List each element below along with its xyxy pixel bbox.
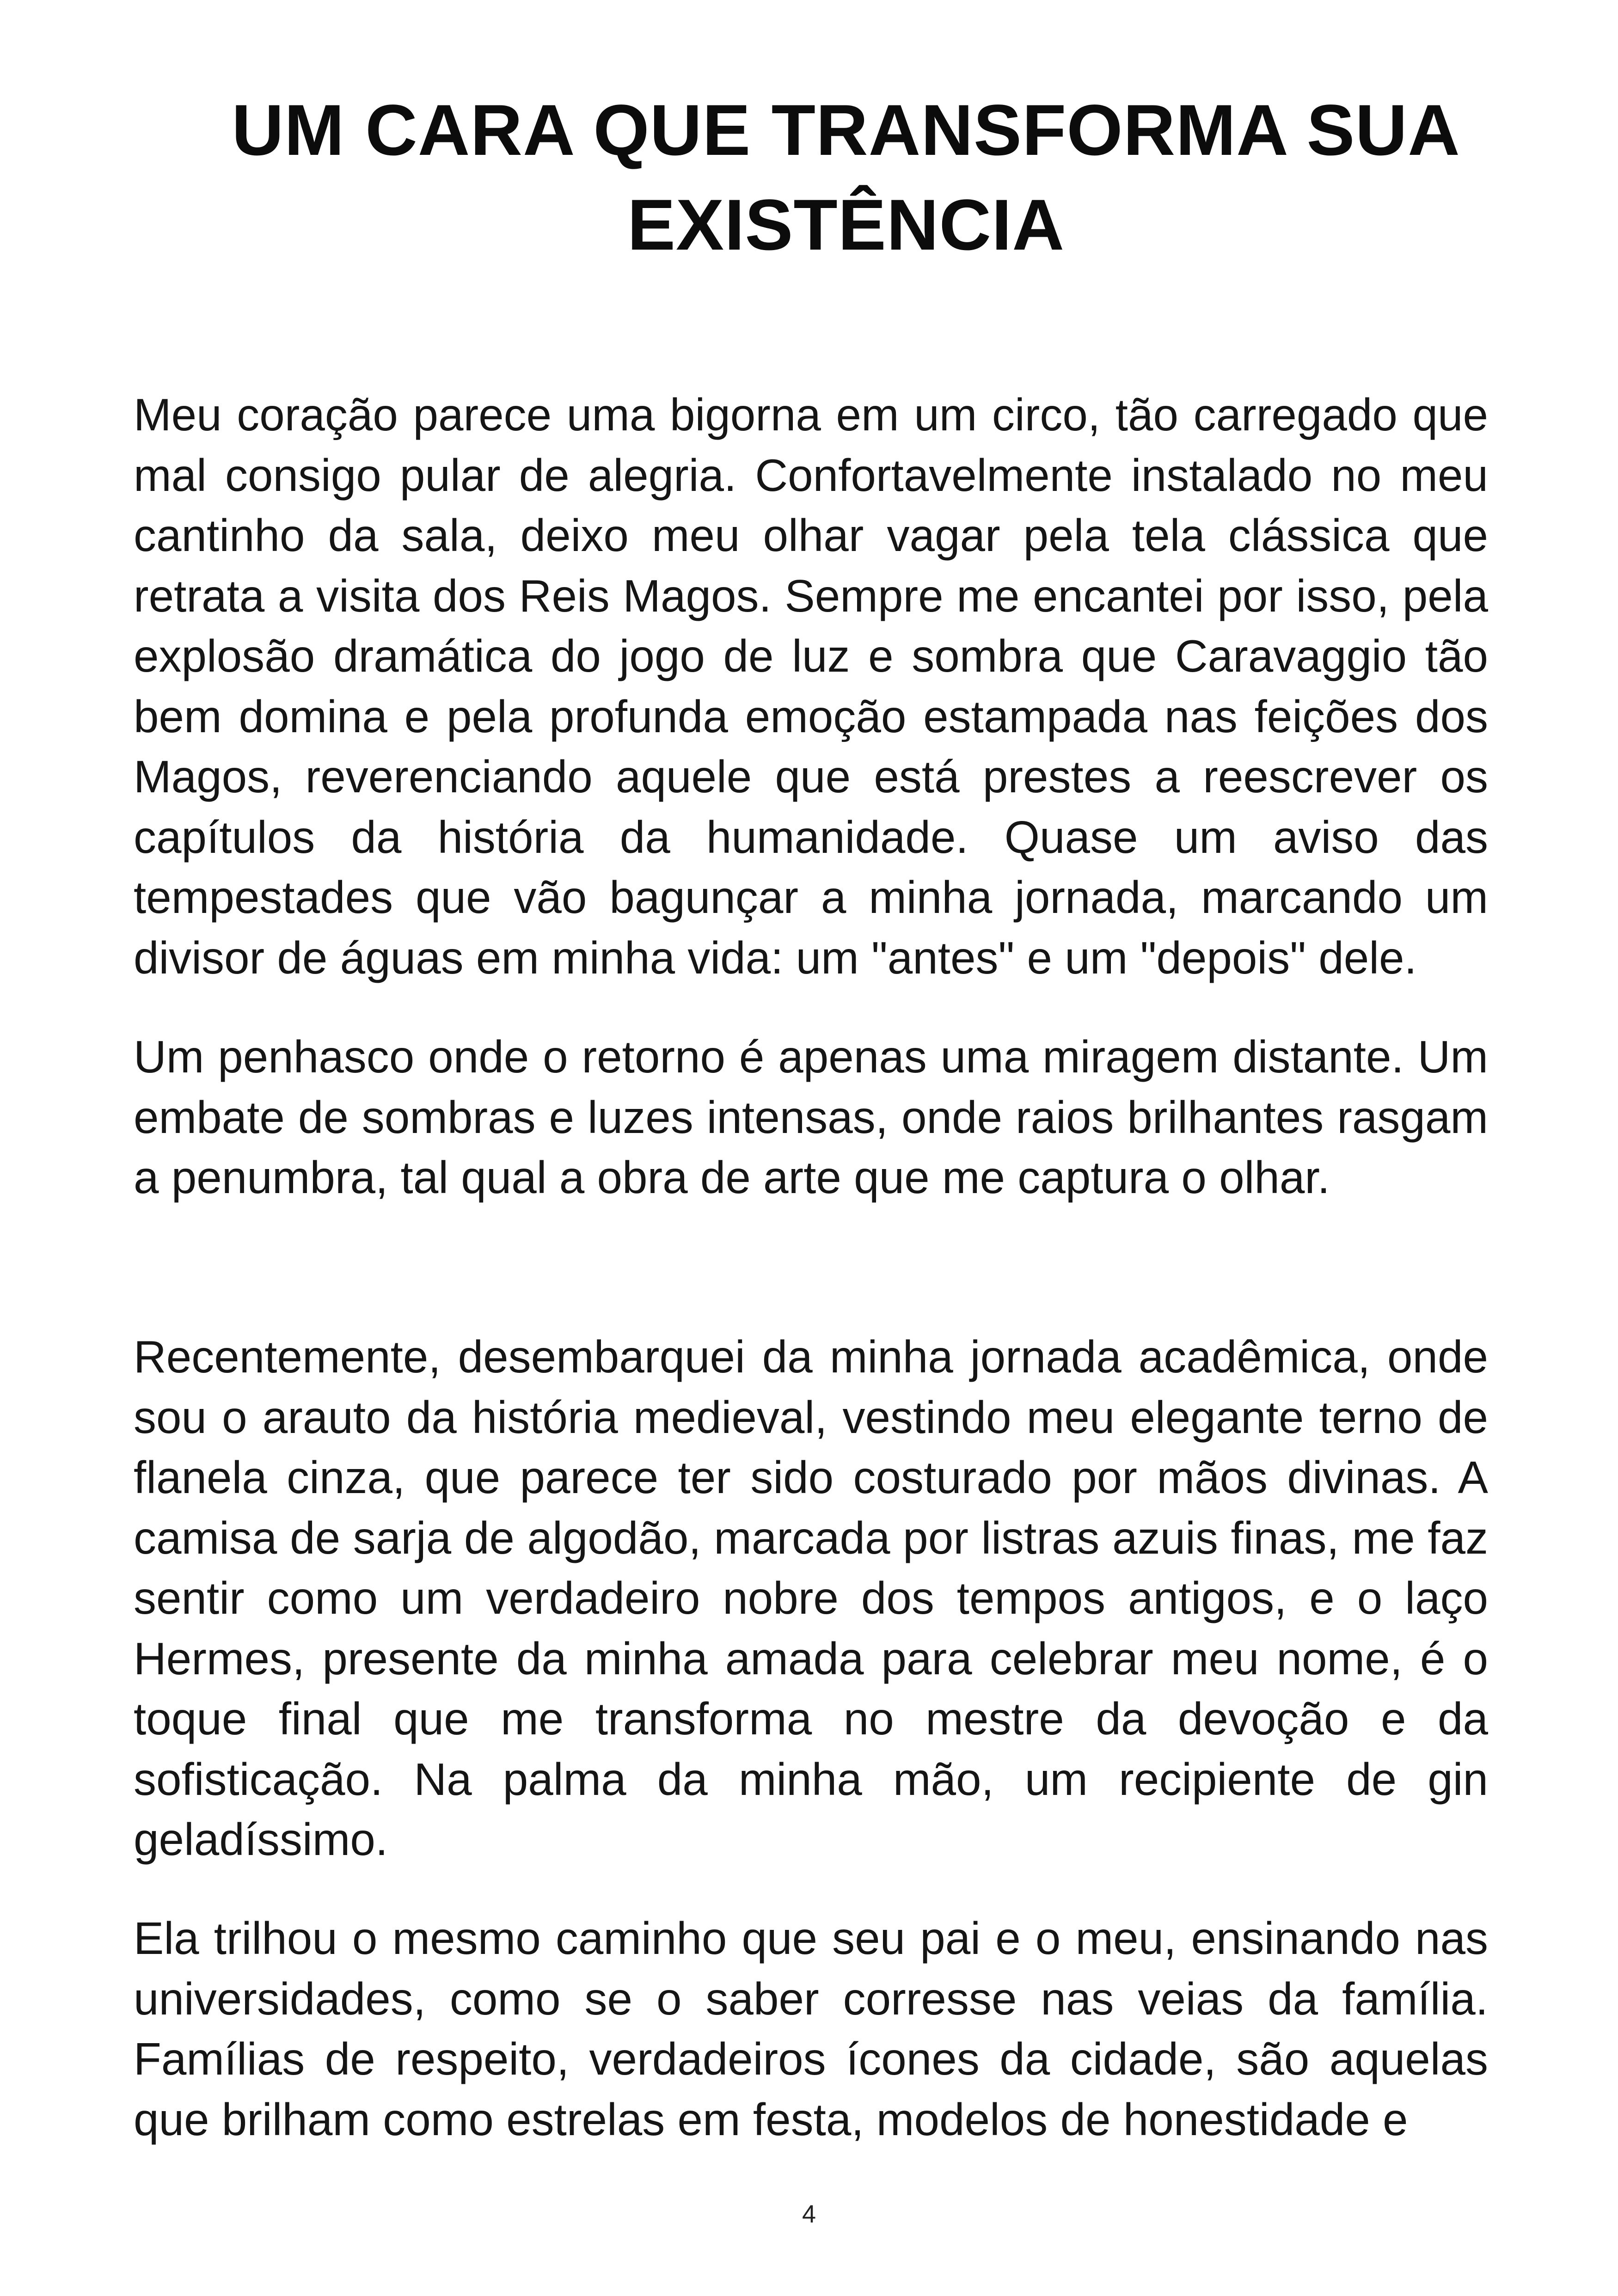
paragraph-1: Meu coração parece uma bigorna em um circo, tão carregado que mal consigo pular de alegria. Confortavelmente instalado no meu cantinho da sala, deixo meu olhar vagar pela tela clássica que retrata a visita dos Reis Magos. Sempre me encantei por isso, pela explosão dramática do jogo de luz e sombra que Caravaggio tão bem domina e pela profunda emoção estampada nas feições dos Magos, reverenciando aquele que está prestes a reescrever os capítulos da história da humanidade. Quase um aviso das tempestades que vão bagunçar a minha jornada, marcando um divisor de águas em minha vida: um "antes" e um "depois" dele. bbox=[134, 389, 1488, 983]
paragraph-2: Um penhasco onde o retorno é apenas uma miragem distante. Um embate de sombras e luzes intensas, onde raios brilhantes rasgam a penumbra, tal qual a obra de arte que me captura o olhar. bbox=[134, 1031, 1488, 1203]
page-number: 4 bbox=[802, 2200, 816, 2228]
paragraph-3: Recentemente, desembarquei da minha jornada acadêmica, onde sou o arauto da história medieval, vestindo meu elegante terno de flanela cinza, que parece ter sido costurado por mãos divinas. A camisa de sarja de algodão, marcada por listras azuis finas, me faz sentir como um verdadeiro nobre dos tempos antigos, e o laço Hermes, presente da minha amada para celebrar meu nome, é o toque final que me transforma no mestre da devoção e da sofisticação. Na palma da minha mão, um recipiente de gin geladíssimo. bbox=[134, 1331, 1488, 1865]
paragraph-4: Ela trilhou o mesmo caminho que seu pai e o meu, ensinando nas universidades, como se o saber corresse nas veias da família. Famílias de respeito, verdadeiros ícones da cidade, são aquelas que brilham como estrelas em festa, modelos de honestidade e bbox=[134, 1913, 1488, 2145]
chapter-title: UM CARA QUE TRANSFORMA SUA EXISTÊNCIA bbox=[232, 90, 1460, 265]
